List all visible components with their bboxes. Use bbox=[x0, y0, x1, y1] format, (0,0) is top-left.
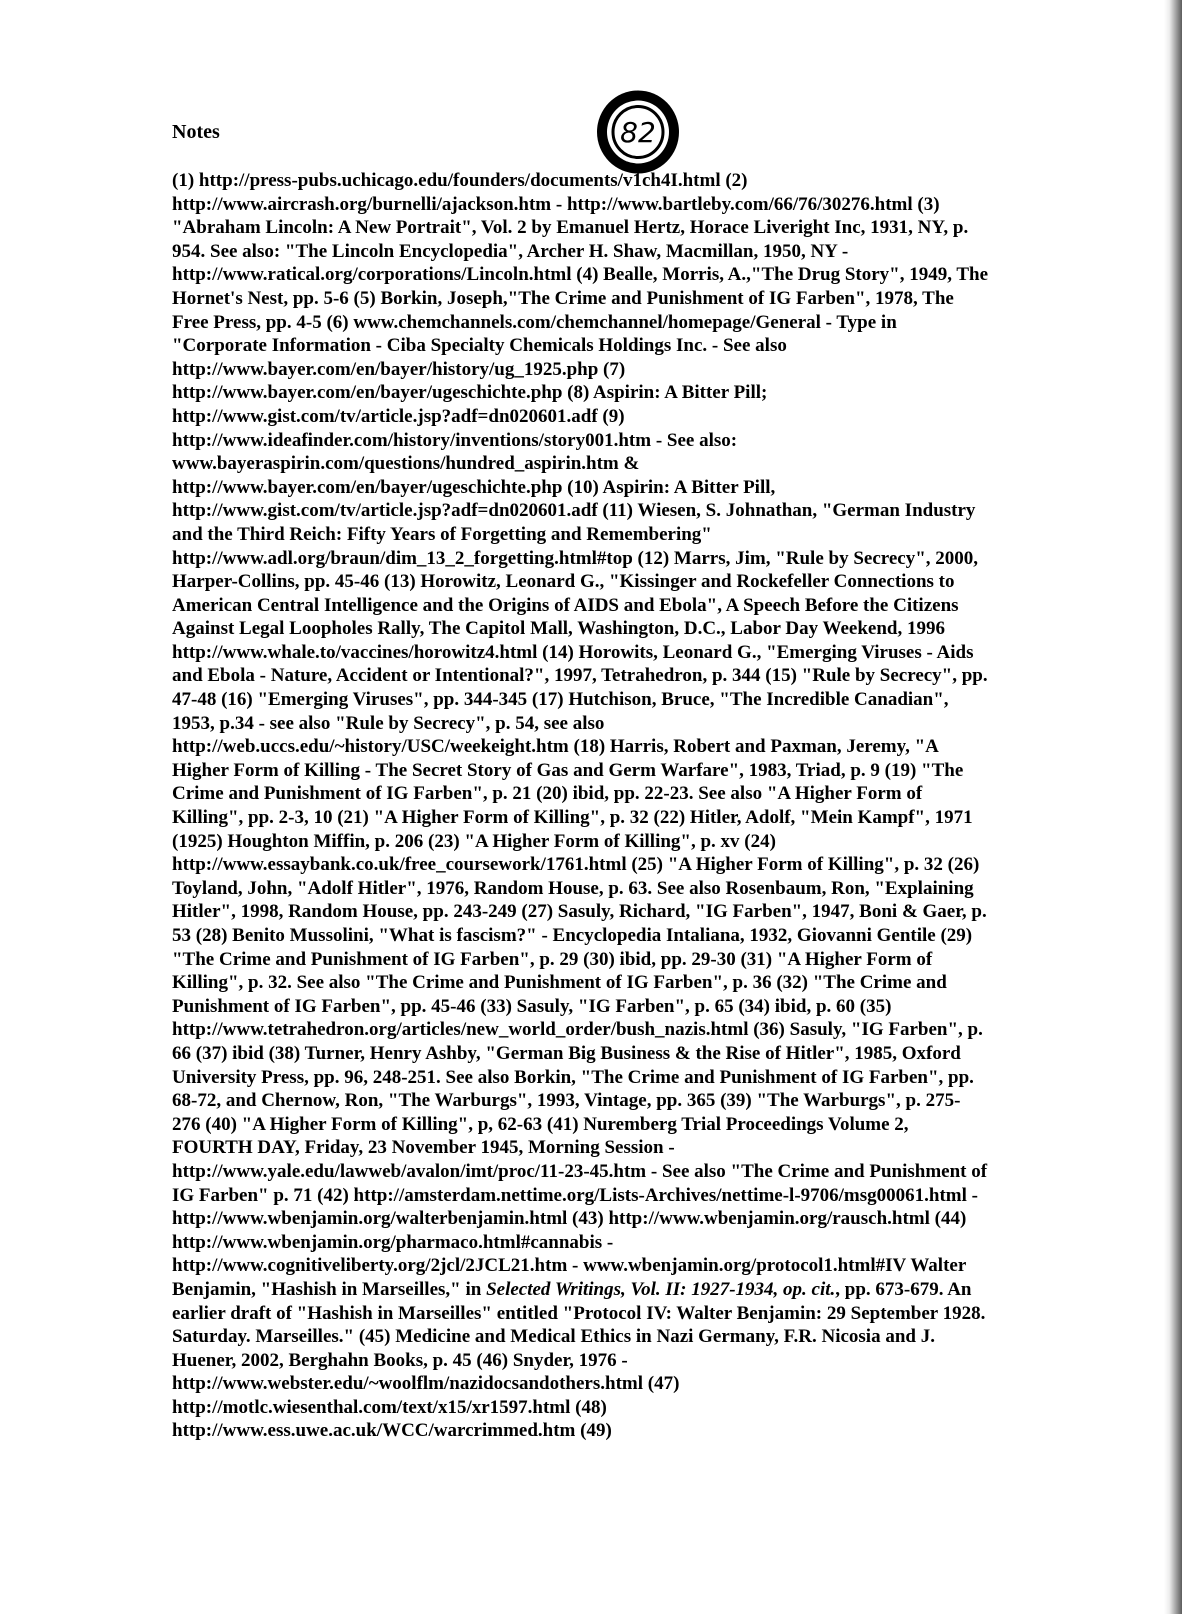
note-line bbox=[172, 287, 1070, 311]
note-line bbox=[172, 971, 1070, 995]
note-line bbox=[172, 688, 1070, 712]
note-text: http://www.gist.com/tv/article.jsp?adf=dn020601.adf (9) bbox=[172, 405, 625, 427]
note-text: earlier draft of "Hashish in Marseilles" entitled "Protocol IV: Walter Benjamin: 29 September 1928. bbox=[172, 1302, 986, 1324]
note-line bbox=[172, 924, 1070, 948]
note-line bbox=[172, 1325, 1070, 1349]
note-text: http://www.whale.to/vaccines/horowitz4.html (14) Horowits, Leonard G., "Emerging Viruses - Aids bbox=[172, 641, 974, 663]
note-text: "Corporate Information - Ciba Specialty Chemicals Holdings Inc. - See also bbox=[172, 335, 787, 357]
note-text: Hornet's Nest, pp. 5-6 (5) Borkin, Joseph,"The Crime and Punishment of IG Farben", 1978, The bbox=[172, 287, 954, 309]
note-text: Killing", pp. 2-3, 10 (21) "A Higher Form of Killing", p. 32 (22) Hitler, Adolf, "Mein Kampf", 1971 bbox=[172, 807, 973, 829]
note-line bbox=[172, 1207, 1070, 1231]
note-line bbox=[172, 1302, 1070, 1326]
note-line bbox=[172, 1136, 1070, 1160]
note-line bbox=[172, 1372, 1070, 1396]
note-line bbox=[172, 358, 1070, 382]
note-line bbox=[172, 1184, 1070, 1208]
note-text: http://www.webster.edu/~woolflm/nazidocsandothers.html (47) bbox=[172, 1373, 680, 1395]
note-text: http://www.adl.org/braun/dim_13_2_forgetting.html#top (12) Marrs, Jim, "Rule by Secrecy", 2000, bbox=[172, 547, 979, 569]
note-line bbox=[172, 594, 1070, 618]
note-text: Free Press, pp. 4-5 (6) www.chemchannels.com/chemchannel/homepage/General - Type in bbox=[172, 311, 897, 333]
note-line bbox=[172, 735, 1070, 759]
note-text: (1) http://press-pubs.uchicago.edu/founders/documents/v1ch4I.html (2) bbox=[172, 170, 748, 191]
note-text: Against Legal Loopholes Rally, The Capitol Mall, Washington, D.C., Labor Day Weekend, 1996 bbox=[172, 618, 945, 640]
note-line bbox=[172, 429, 1070, 453]
note-line bbox=[172, 1113, 1070, 1137]
note-line bbox=[172, 948, 1070, 972]
note-text: http://www.essaybank.co.uk/free_coursework/1761.html (25) "A Higher Form of Killing", p. 32 (26) bbox=[172, 854, 980, 876]
note-line bbox=[172, 334, 1070, 358]
note-text: http://web.uccs.edu/~history/USC/weekeight.htm (18) Harris, Robert and Paxman, Jeremy, "A bbox=[172, 736, 939, 758]
note-text: Harper-Collins, pp. 45-46 (13) Horowitz, Leonard G., "Kissinger and Rockefeller Connections to bbox=[172, 571, 955, 593]
note-text: Benjamin, "Hashish in Marseilles," in bbox=[172, 1278, 487, 1300]
note-line bbox=[172, 499, 1070, 523]
note-line bbox=[172, 452, 1070, 476]
note-text: American Central Intelligence and the Origins of AIDS and Ebola", A Speech Before the Citizens bbox=[172, 594, 959, 616]
note-line bbox=[172, 381, 1070, 405]
note-line bbox=[172, 570, 1070, 594]
note-line bbox=[172, 782, 1070, 806]
note-line bbox=[172, 806, 1070, 830]
note-line bbox=[172, 311, 1070, 335]
note-text: 1953, p.34 - see also "Rule by Secrecy", p. 54, see also bbox=[172, 712, 605, 734]
note-line bbox=[172, 617, 1070, 641]
note-text: 954. See also: "The Lincoln Encyclopedia", Archer H. Shaw, Macmillan, 1950, NY - bbox=[172, 240, 849, 262]
note-text: http://www.bayer.com/en/bayer/ugeschichte.php (10) Aspirin: A Bitter Pill, bbox=[172, 476, 776, 498]
note-line bbox=[172, 1089, 1070, 1113]
note-text: Punishment of IG Farben", pp. 45-46 (33) Sasuly, "IG Farben", p. 65 (34) ibid, p. 60 (35) bbox=[172, 995, 892, 1017]
note-text: Huener, 2002, Berghahn Books, p. 45 (46) Snyder, 1976 - bbox=[172, 1349, 628, 1371]
note-line bbox=[172, 1254, 1070, 1278]
note-line bbox=[172, 1160, 1070, 1184]
note-line bbox=[172, 1231, 1070, 1255]
note-text: , pp. 673-679. An bbox=[835, 1278, 972, 1300]
note-text: http://motlc.wiesenthal.com/text/x15/xr1597.html (48) bbox=[172, 1396, 607, 1418]
note-line bbox=[172, 405, 1070, 429]
note-line bbox=[172, 900, 1070, 924]
note-text: http://www.cognitiveliberty.org/2jcl/2JCL21.htm - www.wbenjamin.org/protocol1.html#IV Walter bbox=[172, 1255, 967, 1277]
note-line bbox=[172, 1018, 1070, 1042]
note-text: Crime and Punishment of IG Farben", p. 21 (20) ibid, pp. 22-23. See also "A Higher Form of bbox=[172, 783, 923, 805]
note-line bbox=[172, 1278, 1070, 1302]
note-line bbox=[172, 476, 1070, 500]
note-line bbox=[172, 1349, 1070, 1373]
note-text: Hitler", 1998, Random House, pp. 243-249 (27) Sasuly, Richard, "IG Farben", 1947, Boni & Gaer, p. bbox=[172, 901, 987, 923]
note-text: Saturday. Marseilles." (45) Medicine and Medical Ethics in Nazi Germany, F.R. Nicosia and J. bbox=[172, 1326, 935, 1348]
note-text: http://www.ratical.org/corporations/Lincoln.html (4) Bealle, Morris, A.,"The Drug Story", 1949, The bbox=[172, 264, 989, 286]
note-text: Killing", p. 32. See also "The Crime and Punishment of IG Farben", p. 36 (32) "The Crime and bbox=[172, 972, 947, 994]
note-text: http://www.aircrash.org/burnelli/ajackson.htm - http://www.bartleby.com/66/76/30276.html (3) bbox=[172, 193, 940, 215]
note-text: http://www.wbenjamin.org/pharmaco.html#cannabis - bbox=[172, 1231, 614, 1253]
note-line bbox=[172, 1396, 1070, 1420]
note-text: "Abraham Lincoln: A New Portrait", Vol. 2 by Emanuel Hertz, Horace Liveright Inc, 1931, NY, p. bbox=[172, 217, 969, 239]
note-text: (1925) Houghton Miffin, p. 206 (23) "A Higher Form of Killing", p. xv (24) bbox=[172, 830, 776, 852]
note-text: http://www.gist.com/tv/article.jsp?adf=dn020601.adf (11) Wiesen, S. Johnathan, "German Industry bbox=[172, 500, 976, 522]
note-line bbox=[172, 664, 1070, 688]
notes-heading: Notes bbox=[172, 121, 220, 143]
note-line bbox=[172, 1066, 1070, 1090]
italic-title: Selected Writings, Vol. II: 1927-1934, op. cit. bbox=[486, 1278, 836, 1300]
note-line bbox=[172, 240, 1070, 264]
note-text: http://www.ideafinder.com/history/inventions/story001.htm - See also: bbox=[172, 429, 738, 451]
note-text: Toyland, John, "Adolf Hitler", 1976, Random House, p. 63. See also Rosenbaum, Ron, "Explaining bbox=[172, 877, 974, 899]
note-line bbox=[172, 995, 1070, 1019]
note-line bbox=[172, 830, 1070, 854]
note-text: 66 (37) ibid (38) Turner, Henry Ashby, "German Big Business & the Rise of Hitler", 1985, Oxford bbox=[172, 1042, 961, 1064]
note-line bbox=[172, 641, 1070, 665]
stamp-number: 82 bbox=[620, 116, 656, 149]
note-text: 53 (28) Benito Mussolini, "What is fascism?" - Encyclopedia Intaliana, 1932, Giovanni Gentile (29) bbox=[172, 925, 973, 946]
note-line bbox=[172, 169, 1070, 193]
note-text: http://www.tetrahedron.org/articles/new_world_order/bush_nazis.html (36) Sasuly, "IG Farben", p. bbox=[172, 1019, 983, 1041]
note-text: Higher Form of Killing - The Secret Story of Gas and Germ Warfare", 1983, Triad, p. 9 (19) "The bbox=[172, 759, 964, 781]
note-text: www.bayeraspirin.com/questions/hundred_aspirin.htm & bbox=[172, 453, 640, 475]
note-text: and the Third Reich: Fifty Years of Forgetting and Remembering" bbox=[172, 523, 712, 545]
note-text: http://www.ess.uwe.ac.uk/WCC/warcrimmed.htm (49) bbox=[172, 1420, 612, 1442]
page-number-stamp bbox=[594, 88, 682, 176]
note-text: University Press, pp. 96, 248-251. See also Borkin, "The Crime and Punishment of IG Farben", pp. bbox=[172, 1066, 974, 1088]
note-text: 47-48 (16) "Emerging Viruses", pp. 344-345 (17) Hutchison, Bruce, "The Incredible Canadian", bbox=[172, 689, 949, 711]
note-line bbox=[172, 263, 1070, 287]
note-line bbox=[172, 547, 1070, 571]
note-line bbox=[172, 523, 1070, 547]
note-line bbox=[172, 216, 1070, 240]
note-text: http://www.bayer.com/en/bayer/history/ug_1925.php (7) bbox=[172, 358, 626, 380]
note-text: http://www.yale.edu/lawweb/avalon/imt/proc/11-23-45.htm - See also "The Crime and Punishment of bbox=[172, 1160, 988, 1182]
note-line bbox=[172, 712, 1070, 736]
scanned-page-edge-shadow bbox=[1164, 0, 1182, 1614]
note-text: 276 (40) "A Higher Form of Killing", p, 62-63 (41) Nuremberg Trial Proceedings Volume 2, bbox=[172, 1113, 909, 1135]
note-text: http://www.bayer.com/en/bayer/ugeschichte.php (8) Aspirin: A Bitter Pill; bbox=[172, 382, 768, 404]
note-text: "The Crime and Punishment of IG Farben", p. 29 (30) ibid, pp. 29-30 (31) "A Higher Form of bbox=[172, 948, 933, 970]
note-line bbox=[172, 877, 1070, 901]
note-line bbox=[172, 1419, 1070, 1443]
notes-body bbox=[172, 169, 1070, 1443]
note-text: IG Farben" p. 71 (42) http://amsterdam.nettime.org/Lists-Archives/nettime-l-9706/msg00061.html - bbox=[172, 1184, 978, 1206]
note-text: FOURTH DAY, Friday, 23 November 1945, Morning Session - bbox=[172, 1137, 675, 1159]
note-line bbox=[172, 1042, 1070, 1066]
note-text: http://www.wbenjamin.org/walterbenjamin.html (43) http://www.wbenjamin.org/rausch.html (44) bbox=[172, 1208, 967, 1230]
note-line bbox=[172, 853, 1070, 877]
note-line bbox=[172, 759, 1070, 783]
note-line bbox=[172, 193, 1070, 217]
note-text: 68-72, and Chernow, Ron, "The Warburgs", 1993, Vintage, pp. 365 (39) "The Warburgs", p. 275- bbox=[172, 1090, 961, 1112]
note-text: and Ebola - Nature, Accident or Intentional?", 1997, Tetrahedron, p. 344 (15) "Rule by Secrecy", pp. bbox=[172, 665, 988, 687]
